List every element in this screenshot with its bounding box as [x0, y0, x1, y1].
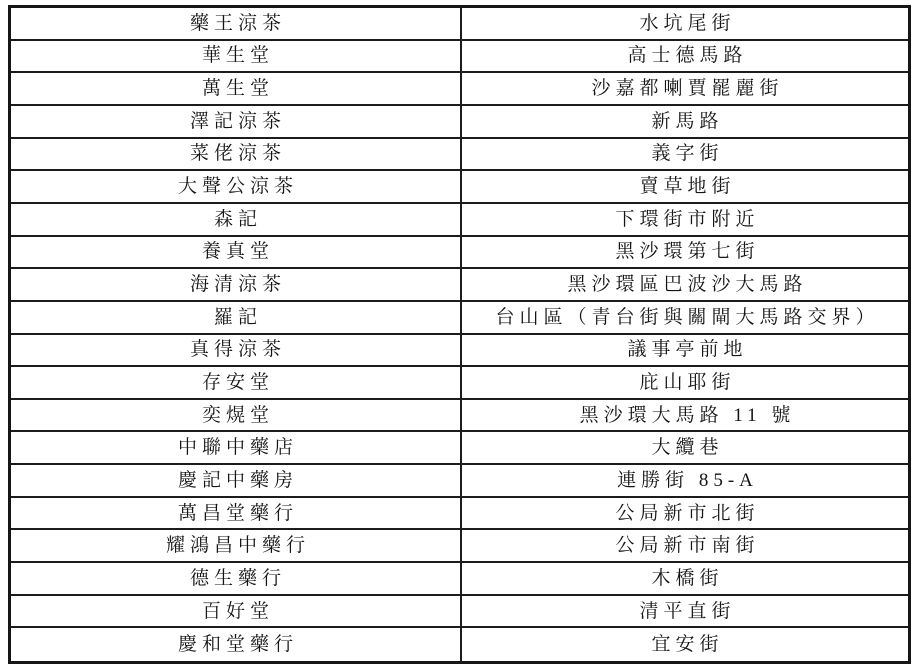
address-cell: 黑沙環區巴波沙大馬路 [567, 274, 808, 296]
address-cell: 公局新市南街 [615, 535, 760, 557]
address-cell: 宜安街 [651, 634, 724, 656]
shop-name-cell: 耀鴻昌中藥行 [11, 530, 462, 561]
address-cell: 議事亭前地 [627, 339, 748, 361]
table-row [11, 106, 908, 139]
table-row [11, 367, 908, 400]
table-row [11, 498, 908, 531]
address-cell: 黑沙環大馬路 11 號 [579, 404, 796, 426]
table-row [11, 465, 908, 498]
table-row [11, 237, 908, 270]
address-cell: 清平直街 [639, 600, 736, 622]
shop-name-cell: 澤記涼茶 [11, 106, 462, 137]
table-row [11, 432, 908, 465]
table-row [11, 628, 908, 661]
shop-name-cell: 菜佬涼茶 [11, 139, 462, 170]
table-row [11, 73, 908, 106]
address-cell: 大纜巷 [651, 437, 724, 459]
shop-name-cell: 真得涼茶 [11, 335, 462, 366]
shop-name-cell: 森記 [11, 204, 462, 235]
table-row [11, 400, 908, 433]
address-cell: 沙嘉都喇賈罷麗街 [591, 78, 784, 100]
shop-name-cell: 德生藥行 [11, 563, 462, 594]
address-cell: 連勝街 85-A [617, 469, 758, 491]
shop-name-cell: 萬生堂 [11, 73, 462, 104]
table-row [11, 171, 908, 204]
table-row [11, 269, 908, 302]
shop-name-cell: 中聯中藥店 [11, 432, 462, 463]
shop-name-cell: 奕熀堂 [11, 400, 462, 431]
shop-name-cell: 慶記中藥房 [11, 465, 462, 496]
address-cell: 水坑尾街 [639, 12, 736, 34]
address-cell: 賣草地街 [639, 176, 736, 198]
shop-name-cell: 大聲公涼茶 [11, 171, 462, 202]
shop-name-cell: 養真堂 [11, 237, 462, 268]
table-row [11, 139, 908, 172]
shop-name-cell: 存安堂 [11, 367, 462, 398]
table-row [11, 530, 908, 563]
shop-name-cell: 藥王涼茶 [11, 8, 462, 39]
table-row [11, 41, 908, 74]
address-cell: 高士德馬路 [627, 45, 748, 67]
shop-name-cell: 羅記 [11, 302, 462, 333]
address-cell: 公局新市北街 [615, 502, 760, 524]
shop-name-cell: 慶和堂藥行 [11, 628, 462, 661]
table-row [11, 596, 908, 629]
address-cell: 下環街市附近 [615, 208, 760, 230]
table-row [11, 335, 908, 368]
table-row [11, 302, 908, 335]
address-cell: 黑沙環第七街 [615, 241, 760, 263]
shops-address-table [8, 5, 911, 664]
shop-name-cell: 海清涼茶 [11, 269, 462, 300]
shop-name-cell: 萬昌堂藥行 [11, 498, 462, 529]
address-cell: 庇山耶街 [639, 371, 736, 393]
table-row [11, 563, 908, 596]
shop-name-cell: 華生堂 [11, 41, 462, 72]
address-cell: 台山區（青台街與關閘大馬路交界） [495, 306, 880, 328]
address-cell: 義字街 [651, 143, 724, 165]
table-row [11, 204, 908, 237]
shop-name-cell: 百好堂 [11, 596, 462, 627]
address-cell: 新馬路 [651, 110, 724, 132]
address-cell: 木橋街 [651, 567, 724, 589]
table-row [11, 8, 908, 41]
